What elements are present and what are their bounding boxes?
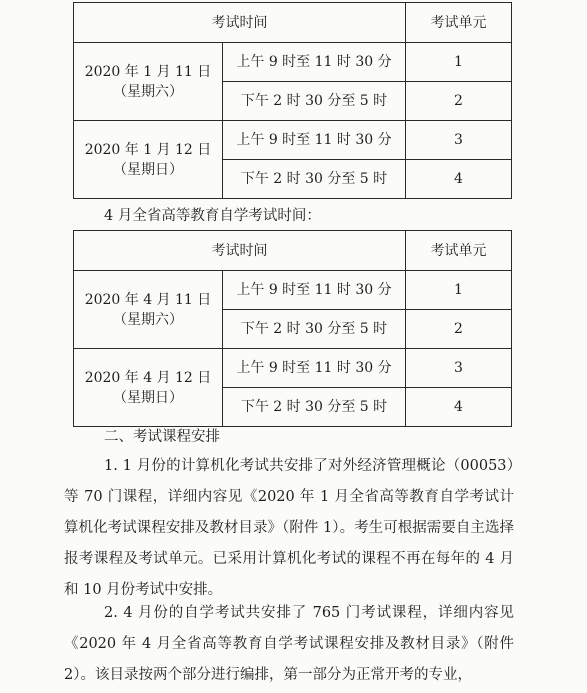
weekday-text: （星期日） (113, 389, 183, 406)
date-text: 2020 年 1 月 11 日 (84, 63, 212, 80)
session-time: 下午 2 时 30 分至 5 时 (223, 310, 406, 349)
april-schedule-heading: 4 月全省高等教育自学考试时间： (104, 208, 321, 224)
date-cell (74, 121, 223, 199)
weekday-text: （星期日） (113, 161, 183, 178)
table-header-row (74, 3, 512, 43)
session-time: 下午 2 时 30 分至 5 时 (223, 82, 406, 121)
session-time: 下午 2 时 30 分至 5 时 (223, 388, 406, 427)
table-row (74, 271, 512, 310)
date-text: 2020 年 4 月 12 日 (84, 369, 212, 386)
session-unit: 3 (406, 349, 512, 388)
header-exam-time: 考试时间 (74, 231, 406, 271)
table-row (74, 121, 512, 160)
session-unit: 2 (406, 82, 512, 121)
april-schedule-table (73, 230, 512, 427)
date-cell (74, 349, 223, 427)
session-unit: 2 (406, 310, 512, 349)
date-text: 2020 年 4 月 11 日 (84, 291, 212, 308)
paragraph-computer-exam: 1. 1 月份的计算机化考试共安排了对外经济管理概论（00053）等 70 门课程，详细内容见《2020 年 1 月全省高等教育自学考试计算机化考试课程安排及教材目录》（附件 1）。考生可根据需要自主选择报考课程及考试单元。已采用计算机化考试的课程不再在每年的 4 月和 10 月份考试中安排。 (64, 458, 514, 598)
paragraph-april-courses: 2. 4 月份的自学考试共安排了 765 门考试课程，详细内容见《2020 年 4 月全省高等教育自学考试课程安排及教材目录》（附件 2）。该目录按两个部分进行编排，第一部分为正常开考的专业， (64, 605, 514, 683)
session-time: 上午 9 时至 11 时 30 分 (223, 121, 406, 160)
session-unit: 4 (406, 388, 512, 427)
header-exam-unit: 考试单元 (406, 3, 512, 43)
session-time: 上午 9 时至 11 时 30 分 (223, 271, 406, 310)
weekday-text: （星期六） (113, 83, 183, 100)
session-unit: 4 (406, 160, 512, 199)
date-text: 2020 年 1 月 12 日 (84, 141, 212, 158)
header-exam-unit: 考试单元 (406, 231, 512, 271)
weekday-text: （星期六） (113, 311, 183, 328)
date-cell (74, 43, 223, 121)
section-heading: 二、考试课程安排 (104, 429, 220, 445)
table-row (74, 349, 512, 388)
table-row (74, 43, 512, 82)
session-unit: 3 (406, 121, 512, 160)
table-header-row (74, 231, 512, 271)
header-exam-time: 考试时间 (74, 3, 406, 43)
session-unit: 1 (406, 43, 512, 82)
session-unit: 1 (406, 271, 512, 310)
january-schedule-table (73, 2, 512, 199)
session-time: 上午 9 时至 11 时 30 分 (223, 43, 406, 82)
session-time: 上午 9 时至 11 时 30 分 (223, 349, 406, 388)
session-time: 下午 2 时 30 分至 5 时 (223, 160, 406, 199)
date-cell (74, 271, 223, 349)
